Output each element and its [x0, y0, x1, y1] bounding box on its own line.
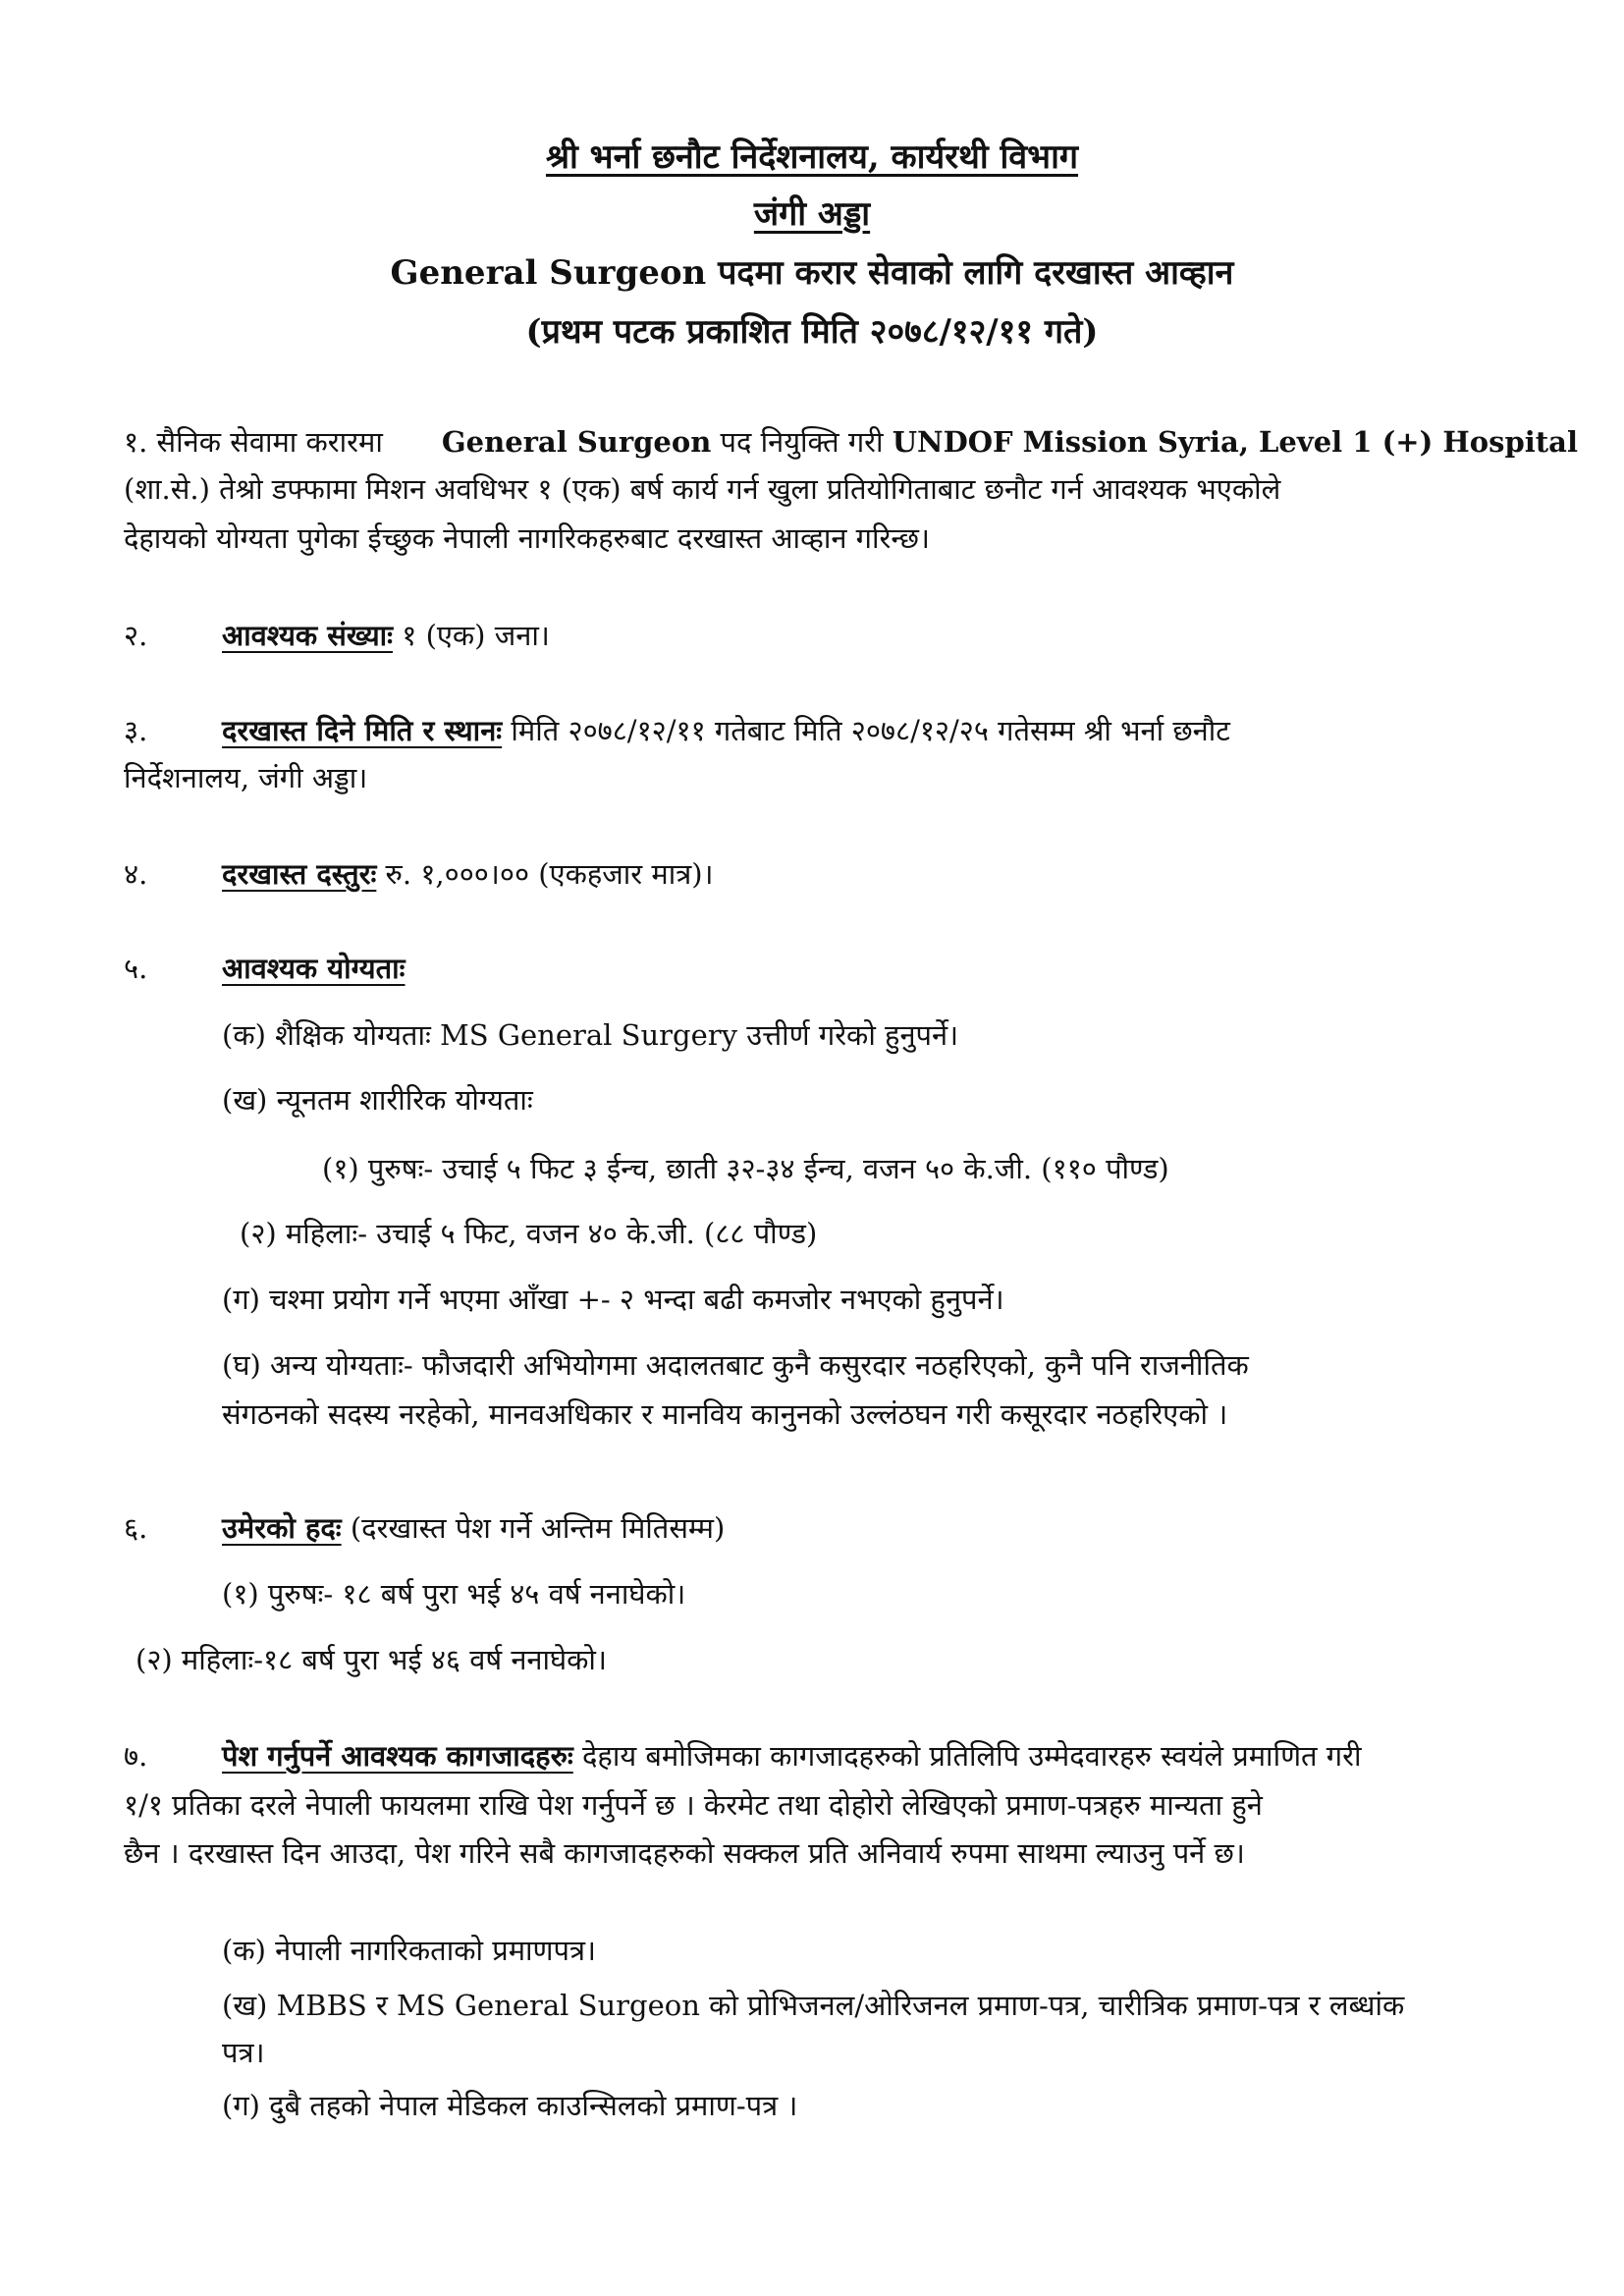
s5-number: ५. [124, 952, 148, 985]
s6-label: उमेरको हदः [222, 1511, 342, 1545]
header-title [0, 251, 1624, 295]
s7-line2: १/१ प्रतिका दरले नेपाली फायलमा राखि पेश गर्नुपर्ने छ । केरमेट तथा दोहोरो लेखिएको प्रमाण-पत्रहरु मान्यता हुने [124, 1788, 1263, 1822]
s5-gha-line1: (घ) अन्य योग्यताः- फौजदारी अभियोगमा अदालतबाट कुनै कसुरदार नठहरिएको, कुनै पनि राजनीतिक [222, 1348, 1249, 1382]
s5-kha: (ख) न्यूनतम शारीरिक योग्यताः [222, 1083, 533, 1117]
header-directorate: श्री भर्ना छनौट निर्देशनालय, कार्यरथी विभाग [545, 137, 1079, 177]
header-army-hq: जंगी अड्डा [753, 194, 871, 234]
s5-kha-female: (२) महिलाः- उचाई ५ फिट, वजन ४० के.जी. (८८ पौण्ड) [240, 1217, 818, 1250]
s1-line1 [124, 422, 1578, 462]
s1-post: General Surgeon [441, 425, 712, 459]
s7-kha-line2: पत्र। [222, 2036, 265, 2069]
s1-intro: १. सैनिक सेवामा करारमा [124, 425, 383, 459]
s7-line1 [124, 1736, 1362, 1776]
s7-number: ७. [124, 1739, 148, 1773]
s5-label: आवश्यक योग्यताः [222, 952, 406, 985]
s7-ga: (ग) दुबै तहको नेपाल मेडिकल काउन्सिलको प्रमाण-पत्र । [222, 2089, 798, 2122]
s5-ka: (क) शैक्षिक योग्यताः MS General Surgery उत्तीर्ण गरेको हुनुपर्ने। [222, 1018, 959, 1052]
s6-female: (२) महिलाः-१८ बर्ष पुरा भई ४६ वर्ष ननाघेको। [135, 1643, 607, 1676]
s5-kha-male: (१) पुरुषः- उचाई ५ फिट ३ ईन्च, छाती ३२-३४ ईन्च, वजन ५० के.जी. (११० पौण्ड) [322, 1152, 1169, 1185]
s5-line [124, 949, 405, 988]
s7-ka: (क) नेपाली नागरिकताको प्रमाणपत्र। [222, 1934, 596, 1967]
s6-number: ६. [124, 1511, 148, 1545]
s2-label: आवश्यक संख्याः [222, 619, 394, 652]
s2-text: १ (एक) जना। [393, 619, 550, 652]
s1-line2: (शा.से.) तेश्रो डफ्फामा मिशन अवधिभर १ (एक) बर्ष कार्य गर्न खुला प्रतियोगिताबाट छनौट गर्न आवश्यक भएकोले [124, 472, 1281, 506]
s3-number: ३. [124, 714, 148, 747]
s1-mission: UNDOF Mission Syria, Level 1 (+) Hospital [892, 425, 1578, 459]
s7-label: पेश गर्नुपर्ने आवश्यक कागजादहरुः [222, 1739, 573, 1773]
s1-appointment: पद नियुक्ति गरी [711, 425, 893, 459]
s7-kha-line1: (ख) MBBS र MS General Surgeon को प्रोभिजनल/ओरिजनल प्रमाण-पत्र, चारीत्रिक प्रमाण-पत्र र लब्धांक [222, 1989, 1405, 2022]
s2-line [124, 616, 550, 655]
s6-line [124, 1508, 725, 1548]
s4-label: दरखास्त दस्तुरः [222, 857, 377, 891]
s3-text: मिति २०७८/१२/११ गतेबाट मिति २०७८/१२/२५ गतेसम्म श्री भर्ना छनौट [502, 714, 1230, 747]
s2-number: २. [124, 619, 148, 652]
s3-label: दरखास्त दिने मिति र स्थानः [222, 714, 503, 747]
s6-male: (१) पुरुषः- १८ बर्ष पुरा भई ४५ वर्ष ननाघेको। [222, 1577, 686, 1611]
s3-line1 [124, 711, 1230, 750]
s1-line3: देहायको योग्यता पुगेका ईच्छुक नेपाली नागरिकहरुबाट दरखास्त आव्हान गरिन्छ। [124, 521, 930, 555]
s7-line3: छैन । दरखास्त दिन आउदा, पेश गरिने सबै कागजादहरुको सक्कल प्रति अनिवार्य रुपमा साथमा ल्याउनु पर्ने छ। [124, 1836, 1245, 1870]
s5-ga: (ग) चश्मा प्रयोग गर्ने भएमा आँखा +- २ भन्दा बढी कमजोर नभएको हुनुपर्ने। [222, 1283, 1004, 1316]
s4-line [124, 854, 714, 894]
header-post: General Surgeon [390, 253, 707, 293]
s4-number: ४. [124, 857, 148, 891]
s7-text: देहाय बमोजिमका कागजादहरुको प्रतिलिपि उम्मेदवारहरु स्वयंले प्रमाणित गरी [572, 1739, 1362, 1773]
header-title-text: पदमा करार सेवाको लागि दरखास्त आव्हान [706, 253, 1234, 293]
s6-text: (दरखास्त पेश गर्ने अन्तिम मितिसम्म) [341, 1511, 726, 1545]
s5-gha-line2: संगठनको सदस्य नरहेको, मानवअधिकार र मानविय कानुनको उल्लंठघन गरी कसूरदार नठहरिएको । [222, 1397, 1228, 1431]
s4-text: रु. १,०००।०० (एकहजार मात्र)। [376, 857, 714, 891]
header-published-date: (प्रथम पटक प्रकाशित मिति २०७८/१२/११ गते) [525, 312, 1099, 352]
s3-line2: निर्देशनालय, जंगी अड्डा। [124, 761, 368, 794]
